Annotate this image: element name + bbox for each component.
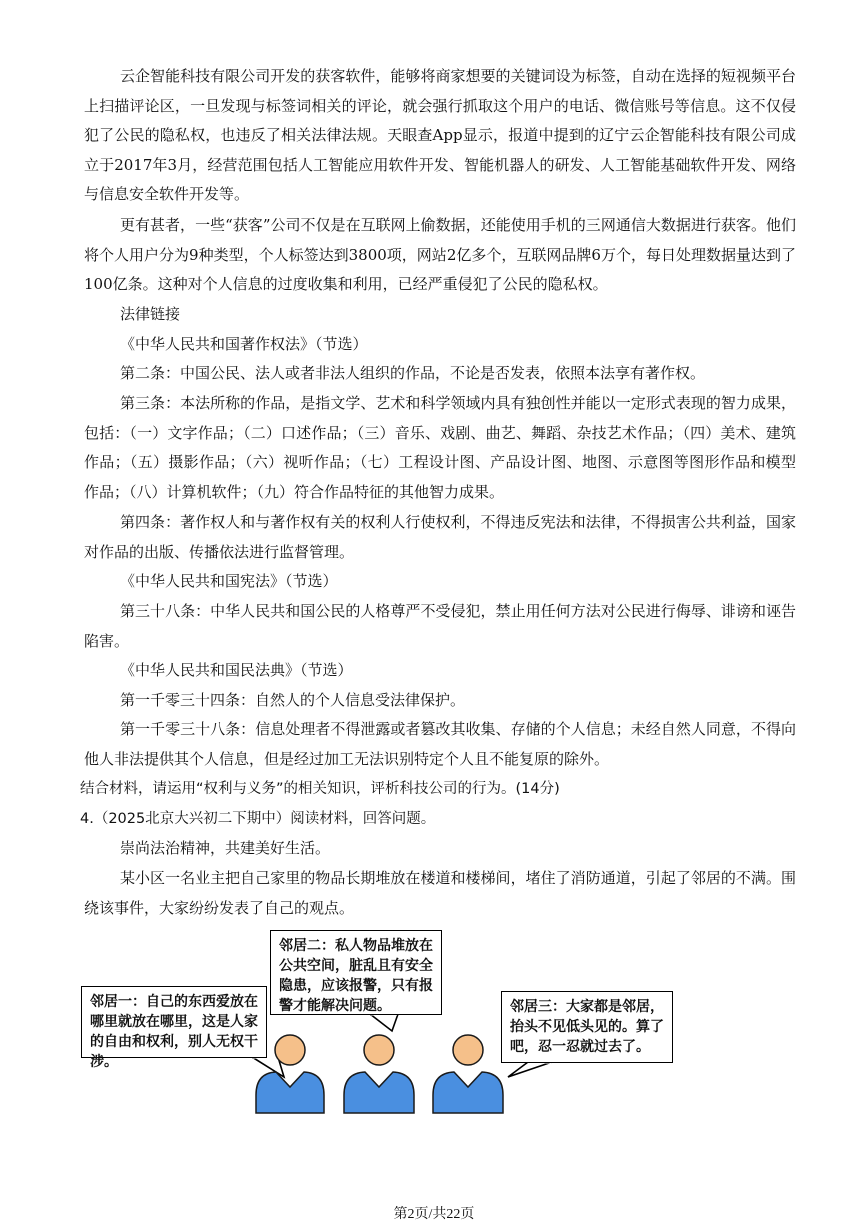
person-right	[433, 1035, 503, 1113]
question-3-prompt: 结合材料，请运用“权利与义务”的相关知识，评析科技公司的行为。(14分)	[80, 781, 560, 797]
tail-neighbor3	[508, 1062, 552, 1077]
copyright-law-title: 《中华人民共和国著作权法》（节选）	[120, 335, 368, 353]
question-4-intro: 崇尚法治精神，共建美好生活。	[120, 839, 331, 857]
paragraph-data-collection: 更有甚者，一些“获客”公司不仅是在互联网上偷数据，还能使用手机的三网通信大数据进行获客。他们将个人用户分为9种类型，个人标签达到3800项，网站2亿多个，互联网品牌6万个，每日处理数据量达到了100亿条。这种对个人信息的过度收集和利用，已经严重侵犯了公民的隐私权。	[84, 216, 796, 293]
civil-code-article-1034: 第一千零三十四条：自然人的个人信息受法律保护。	[120, 691, 466, 709]
speech-bubble-neighbor1: 邻居一：自己的东西爱放在哪里就放在哪里，这是人家的自由和权利，别人无权干涉。	[81, 986, 267, 1058]
copyright-article-4: 第四条：著作权人和与著作权有关的权利人行使权利，不得违反宪法和法律，不得损害公共利益，国家对作品的出版、传播依法进行监督管理。	[84, 513, 796, 561]
person-middle	[344, 1035, 414, 1113]
copyright-article-3: 第三条：本法所称的作品，是指文学、艺术和科学领域内具有独创性并能以一定形式表现的智力成果，包括：（一）文字作品；（二）口述作品；（三）音乐、戏剧、曲艺、舞蹈、杂技艺术作品；（四）美术、建筑作品；（五）摄影作品；（六）视听作品；（七）工程设计图、产品设计图、地图、示意图等图形作品和模型作品；（八）计算机软件；（九）符合作品特征的其他智力成果。	[84, 394, 796, 501]
constitution-article-38: 第三十八条：中华人民共和国公民的人格尊严不受侵犯，禁止用任何方法对公民进行侮辱、诽谤和诬告陷害。	[84, 602, 796, 650]
question-4-body: 某小区一名业主把自己家里的物品长期堆放在楼道和楼梯间，堵住了消防通道，引起了邻居的不满。围绕该事件，大家纷纷发表了自己的观点。	[84, 869, 796, 917]
civil-code-article-1038: 第一千零三十八条：信息处理者不得泄露或者篡改其收集、存储的个人信息；未经自然人同意，不得向他人非法提供其个人信息，但是经过加工无法识别特定个人且不能复原的除外。	[84, 720, 796, 768]
speech-bubble-neighbor3: 邻居三：大家都是邻居，抬头不见低头见的。算了吧，忍一忍就过去了。	[501, 991, 673, 1063]
copyright-article-2: 第二条：中国公民、法人或者非法人组织的作品，不论是否发表，依照本法享有著作权。	[120, 364, 706, 382]
law-link-heading: 法律链接	[120, 305, 181, 323]
constitution-title: 《中华人民共和国宪法》（节选）	[120, 572, 338, 590]
civil-code-title: 《中华人民共和国民法典》（节选）	[120, 661, 353, 679]
paragraph-software: 云企智能科技有限公司开发的获客软件，能够将商家想要的关键词设为标签，自动在选择的短视频平台上扫描评论区，一旦发现与标签词相关的评论，就会强行抓取这个用户的电话、微信账号等信息。这不仅侵犯了公民的隐私权，也违反了相关法律法规。天眼查App显示，报道中提到的辽宁云企智能科技有限公司成立于2017年3月，经营范围包括人工智能应用软件开发、智能机器人的研发、人工智能基础软件开发、网络与信息安全软件开发等。	[84, 67, 796, 203]
page-footer: 第2页/共22页	[393, 1207, 475, 1222]
neighbors-illustration	[80, 925, 800, 1125]
speech-bubble-neighbor2: 邻居二：私人物品堆放在公共空间，脏乱且有安全隐患，应该报警，只有报警才能解决问题。	[270, 930, 442, 1015]
tail-neighbor2	[370, 1014, 398, 1031]
question-4-heading: 4.（2025北京大兴初二下期中）阅读材料，回答问题。	[80, 811, 436, 827]
